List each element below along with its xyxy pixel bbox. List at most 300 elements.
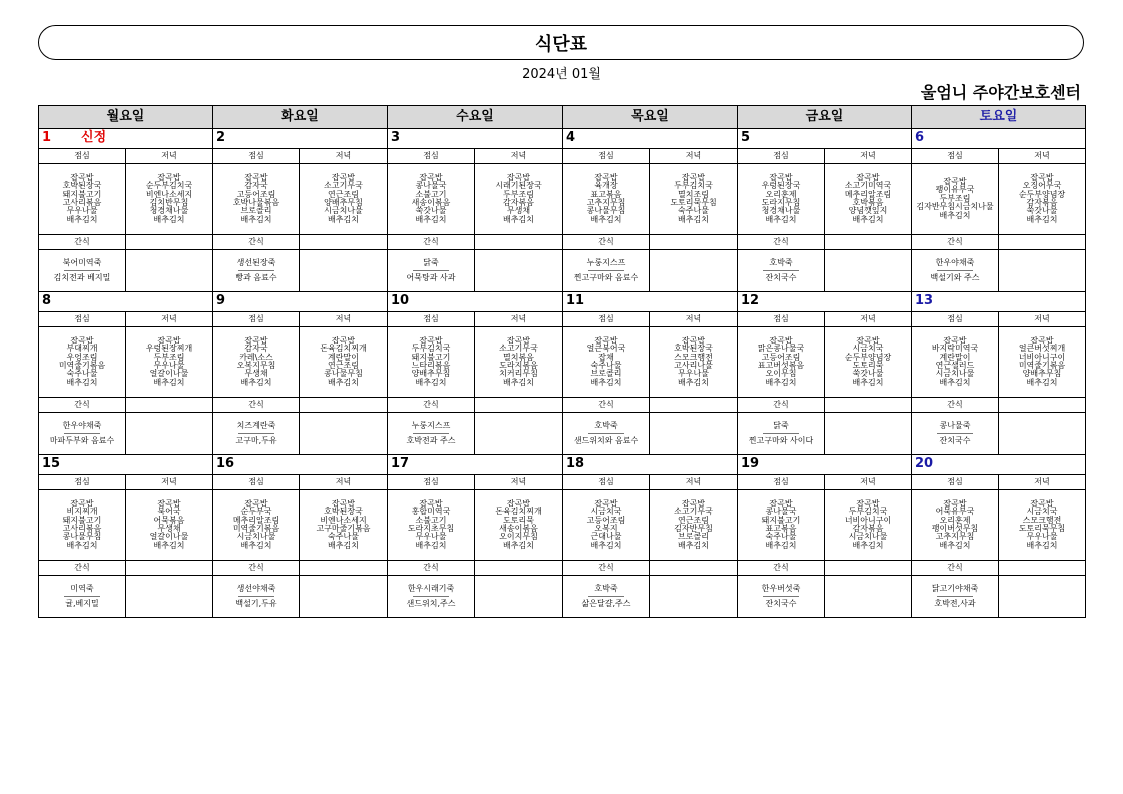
snack-items: [39, 250, 126, 292]
snack-divider: [413, 596, 449, 597]
menu-item: 감자볶음: [852, 524, 884, 533]
date-cell: [388, 129, 563, 149]
snack-item: 누룽지스프: [586, 257, 626, 267]
menu-item: 표고볶음: [765, 524, 797, 533]
dinner-menu: [475, 164, 563, 235]
dinner-label: 저녁: [999, 149, 1086, 164]
lunch-menu: [738, 490, 825, 561]
date-number: 19: [741, 456, 760, 472]
menu-item: 고구마줄기볶음: [316, 524, 371, 533]
date-number: 16: [216, 456, 235, 472]
snack-item: 샌드위치와 음료수: [573, 436, 639, 445]
menu-item: 돼지불고기: [411, 352, 451, 362]
snack-item: 생선된장죽: [236, 257, 276, 267]
menu-item: 배추김치: [678, 377, 709, 387]
snack-label: 간식: [39, 235, 126, 250]
dinner-label: 저녁: [825, 149, 912, 164]
menu-item: 잡곡밥: [157, 172, 181, 182]
menu-item: 호박나물볶음: [232, 198, 280, 207]
menu-item: 배추김치: [503, 214, 534, 224]
menu-item: 감자국: [244, 181, 268, 191]
menu-item: 스모크햄전: [674, 352, 713, 362]
snack-label: 간식: [912, 235, 999, 250]
menu-item: 김자반무침: [674, 524, 713, 533]
date-number: 20: [915, 456, 934, 472]
snack-empty: [825, 576, 912, 618]
dinner-label: 저녁: [300, 149, 388, 164]
menu-item: 시금치국: [852, 344, 884, 354]
menu-item: 배추김치: [590, 540, 622, 550]
menu-item: 잡곡밥: [331, 335, 356, 345]
menu-item: 돼지불고기: [62, 189, 102, 199]
snack-empty: [300, 250, 388, 292]
menu-item: 잡곡밥: [769, 335, 793, 345]
menu-item: 배추김치: [415, 377, 447, 387]
menu-item: 표고버섯볶음: [757, 361, 805, 370]
snack-label-empty: [126, 235, 213, 250]
dinner-menu: [475, 490, 563, 561]
menu-item: 잡곡밥: [419, 335, 443, 345]
dinner-menu: [300, 327, 388, 398]
lunch-label: 점심: [738, 312, 825, 327]
menu-item: 숙주나물: [328, 532, 359, 542]
snack-items: [39, 576, 126, 618]
date-cell: [388, 292, 563, 312]
snack-divider: [763, 270, 799, 271]
lunch-label: 점심: [388, 475, 475, 490]
menu-item: 고사리볶음: [62, 198, 102, 207]
menu-item: 시래기된장국: [495, 181, 542, 191]
lunch-menu: [563, 164, 650, 235]
menu-item: 표고볶음: [590, 189, 622, 199]
menu-item: 순두부김치국: [145, 181, 193, 191]
snack-label-empty: [999, 561, 1086, 576]
menu-item: 고등어조림: [586, 515, 626, 525]
lunch-label: 점심: [563, 312, 650, 327]
date-number: 10: [391, 293, 410, 309]
center-name: 울엄니 주야간보호센터: [920, 83, 1081, 102]
date-cell: [912, 292, 1086, 312]
date-number: 17: [391, 456, 410, 472]
snack-item: 백설기,두유: [235, 599, 277, 608]
dinner-menu: [300, 490, 388, 561]
menu-item: 배추김치: [153, 540, 185, 550]
menu-item: 돼지불고기: [761, 515, 801, 525]
snack-label: 간식: [388, 235, 475, 250]
snack-item: 호박죽: [594, 420, 618, 430]
menu-item: 브로콜리: [678, 532, 709, 542]
date-number: 15: [42, 456, 61, 472]
menu-item: 소고기무국: [499, 344, 538, 354]
menu-item: 배추김치: [939, 210, 971, 220]
menu-item: 도라지무침: [761, 198, 801, 207]
menu-item: 배추김치: [590, 377, 622, 387]
snack-item: 호박전과 주스: [406, 436, 456, 445]
dinner-menu: [999, 490, 1086, 561]
snack-divider: [588, 433, 624, 434]
menu-item: 쑥갓나물: [1026, 206, 1058, 216]
menu-item: 잡곡밥: [856, 335, 880, 345]
date-row: [39, 455, 1086, 475]
snack-item: 호박전,사과: [934, 599, 976, 608]
menu-item: 잡곡밥: [856, 498, 880, 508]
header-wednesday: 수요일: [388, 106, 563, 129]
menu-item: 콩나물무침: [586, 206, 626, 216]
menu-item: 배추김치: [765, 377, 797, 387]
menu-item: 배추김치: [328, 540, 359, 550]
menu-item: 잡곡밥: [856, 172, 880, 182]
menu-row: [39, 164, 1086, 235]
snack-label-empty: [999, 398, 1086, 413]
menu-item: 배추김치: [678, 214, 709, 224]
snack-item: 치즈계란죽: [236, 420, 276, 430]
snack-item: 호박죽: [769, 257, 793, 267]
snack-item: 빵과 음료수: [235, 273, 277, 282]
snack-empty: [300, 413, 388, 455]
lunch-label: 점심: [563, 149, 650, 164]
date-number: 5: [741, 130, 751, 146]
menu-item: 시금치나물: [324, 206, 363, 216]
snack-divider: [937, 596, 973, 597]
snack-item: 호박죽: [594, 583, 618, 593]
lunch-menu: [738, 164, 825, 235]
menu-item: 어묵유부국: [935, 507, 975, 517]
snack-label: 간식: [738, 398, 825, 413]
snack-items: [563, 576, 650, 618]
menu-item: 비엔나소세지: [145, 189, 193, 199]
dinner-label: 저녁: [300, 312, 388, 327]
date-cell: [213, 129, 388, 149]
snack-divider: [588, 596, 624, 597]
menu-item: 도라지볶음: [499, 361, 538, 370]
lunch-menu: [912, 490, 999, 561]
dinner-menu: [650, 164, 738, 235]
menu-item: 잡곡밥: [769, 172, 793, 182]
menu-item: 잡곡밥: [681, 172, 706, 182]
menu-item: 소고기무국: [324, 181, 363, 191]
snack-items: [912, 413, 999, 455]
date-cell: [213, 292, 388, 312]
dinner-menu: [126, 327, 213, 398]
menu-item: 어묵볶음: [153, 515, 185, 525]
menu-item: 브로콜리: [240, 206, 272, 216]
snack-empty: [650, 250, 738, 292]
menu-item: 숙주나물: [66, 369, 98, 379]
dinner-menu: [999, 164, 1086, 235]
menu-item: 배추김치: [328, 214, 359, 224]
snack-label: 간식: [388, 561, 475, 576]
menu-item: 잡곡밥: [70, 172, 94, 182]
menu-item: 잡곡밥: [244, 172, 268, 182]
menu-item: 무우나물: [415, 532, 447, 542]
lunch-label: 점심: [39, 149, 126, 164]
snack-item: 북어미역죽: [62, 257, 102, 267]
snack-empty: [650, 413, 738, 455]
dinner-label: 저녁: [475, 312, 563, 327]
date-number: 12: [741, 293, 760, 309]
menu-item: 무우나물: [678, 369, 709, 379]
menu-item: 연근조림: [328, 189, 359, 199]
menu-item: 배추김치: [153, 377, 185, 387]
snack-label: 간식: [213, 235, 300, 250]
snack-label-empty: [475, 398, 563, 413]
snack-item: 미역죽: [70, 583, 94, 593]
date-cell: [912, 455, 1086, 475]
snack-item: 한우버섯죽: [761, 583, 801, 593]
snack-item: 삶은달걀,주스: [581, 599, 631, 608]
lunch-menu: [563, 327, 650, 398]
date-cell: [563, 292, 738, 312]
menu-item: 잡곡밥: [943, 335, 967, 345]
date-cell: [39, 292, 213, 312]
menu-item: 오리훈제: [939, 515, 971, 525]
snack-item: 한우시래기죽: [407, 583, 455, 593]
dinner-label: 저녁: [475, 149, 563, 164]
dinner-label: 저녁: [650, 149, 738, 164]
menu-item: 숙주나물: [590, 361, 622, 370]
menu-item: 콩나물무침: [62, 532, 102, 542]
snack-label: 간식: [738, 561, 825, 576]
menu-item: 얼갈이나물: [149, 369, 189, 379]
menu-item: 오이무침: [765, 369, 797, 379]
date-row: [39, 129, 1086, 149]
meal-label-row: [39, 475, 1086, 490]
menu-item: 소고기무국: [674, 507, 713, 517]
dinner-label: 저녁: [126, 149, 213, 164]
menu-item: 쑥갓나물: [415, 206, 447, 216]
snack-item: 고구마,두유: [235, 436, 277, 445]
menu-item: 북어국: [157, 507, 181, 517]
menu-item: 오이지무침: [499, 532, 538, 542]
menu-item: 시금치나물: [848, 532, 888, 542]
snack-label: 간식: [388, 398, 475, 413]
menu-item: 고사리나물: [674, 361, 713, 370]
menu-item: 얼큰북어국: [586, 344, 626, 354]
snack-divider: [413, 433, 449, 434]
menu-item: 양배추무침: [1022, 369, 1062, 379]
lunch-label: 점심: [39, 312, 126, 327]
menu-item: 연근조림: [678, 515, 709, 525]
menu-item: 배추김치: [765, 540, 797, 550]
snack-empty: [650, 576, 738, 618]
snack-label-empty: [825, 398, 912, 413]
lunch-label: 점심: [912, 312, 999, 327]
menu-item: 팽이유부국: [935, 185, 975, 195]
lunch-menu: [388, 327, 475, 398]
dinner-label: 저녁: [650, 475, 738, 490]
date-number: 13: [915, 293, 934, 309]
menu-item: 배추김치: [852, 540, 884, 550]
menu-item: 미역줄기볶음: [1018, 361, 1066, 370]
title-banner: [38, 25, 1084, 60]
date-cell: [738, 455, 912, 475]
menu-item: 배추김치: [240, 540, 272, 550]
menu-item: 양배추무침: [411, 369, 451, 379]
header-friday: 금요일: [738, 106, 912, 129]
header-saturday: 토요일: [912, 106, 1086, 129]
snack-item: 샌드위치,주스: [406, 599, 456, 608]
snack-row: [39, 250, 1086, 292]
snack-divider: [937, 270, 973, 271]
menu-item: 너비아니구이: [844, 515, 892, 525]
dinner-menu: [999, 327, 1086, 398]
menu-item: 우엉조림: [66, 352, 98, 362]
menu-item: 맑은콩나물국: [757, 344, 805, 354]
snack-divider: [238, 433, 274, 434]
snack-label-empty: [650, 235, 738, 250]
menu-item: 팽이버섯무침: [931, 524, 979, 533]
lunch-menu: [912, 327, 999, 398]
snack-items: [738, 250, 825, 292]
menu-item: 오징어무국: [1022, 181, 1062, 191]
snack-label-empty: [300, 561, 388, 576]
snack-divider: [763, 596, 799, 597]
snack-item: 찐고구마와 사이다: [748, 436, 814, 445]
lunch-label: 점심: [738, 149, 825, 164]
date-number: 18: [566, 456, 585, 472]
menu-item: 두부조림: [939, 193, 971, 203]
menu-item: 카레\소스: [239, 352, 273, 362]
menu-item: 잡곡밥: [943, 498, 967, 508]
menu-item: 우렁된장국: [761, 181, 801, 191]
snack-empty: [475, 576, 563, 618]
lunch-label: 점심: [912, 475, 999, 490]
snack-label: 간식: [213, 561, 300, 576]
menu-item: 메추리알조림: [232, 515, 280, 525]
lunch-menu: [563, 490, 650, 561]
snack-items: [912, 576, 999, 618]
lunch-menu: [39, 490, 126, 561]
menu-item: 배추김치: [590, 214, 622, 224]
snack-items: [912, 250, 999, 292]
snack-label: 간식: [912, 561, 999, 576]
date-number: 3: [391, 130, 401, 146]
snack-label-empty: [475, 561, 563, 576]
dinner-label: 저녁: [825, 312, 912, 327]
date-cell: [388, 455, 563, 475]
snack-label: 간식: [563, 561, 650, 576]
menu-item: 숙주나물: [678, 206, 709, 216]
menu-item: 소불고기: [415, 515, 447, 525]
lunch-label: 점심: [388, 149, 475, 164]
snack-label-empty: [650, 561, 738, 576]
snack-items: [213, 413, 300, 455]
menu-item: 잡곡밥: [506, 335, 531, 345]
header-monday: 월요일: [39, 106, 213, 129]
menu-item: 오리훈제: [765, 189, 797, 199]
dinner-label: 저녁: [475, 475, 563, 490]
snack-label-empty: [999, 235, 1086, 250]
menu-item: 비엔나소세지: [320, 515, 367, 525]
dinner-menu: [475, 327, 563, 398]
menu-item: 잡곡밥: [943, 176, 967, 186]
menu-item: 김치반무침: [149, 198, 189, 207]
menu-item: 배추김치: [328, 377, 359, 387]
snack-empty: [475, 250, 563, 292]
date-number: 4: [566, 130, 576, 146]
snack-label-empty: [126, 398, 213, 413]
lunch-menu: [388, 490, 475, 561]
menu-item: 소고기미역국: [844, 181, 892, 191]
snack-row: [39, 576, 1086, 618]
menu-item: 잡곡밥: [331, 498, 356, 508]
menu-item: 새송이볶음: [411, 198, 451, 207]
menu-item: 잡곡밥: [594, 172, 618, 182]
snack-label-row: [39, 235, 1086, 250]
snack-label: 간식: [39, 561, 126, 576]
dinner-label: 저녁: [126, 312, 213, 327]
menu-item: 배추김치: [1026, 214, 1058, 224]
menu-item: 잡곡밥: [331, 172, 356, 182]
lunch-menu: [39, 327, 126, 398]
menu-item: 고등어조림: [236, 189, 276, 199]
menu-item: 두부김치국: [674, 181, 713, 191]
snack-item: 김치전과 베지밀: [53, 273, 111, 282]
menu-item: 무생채: [244, 369, 268, 379]
menu-row: [39, 490, 1086, 561]
lunch-menu: [738, 327, 825, 398]
meal-label-row: [39, 312, 1086, 327]
snack-label-empty: [126, 561, 213, 576]
menu-item: 얼큰버섯찌개: [1018, 344, 1066, 354]
menu-item: 잡곡밥: [506, 498, 531, 508]
menu-item: 비지찌개: [66, 507, 98, 517]
snack-empty: [475, 413, 563, 455]
menu-item: 무우나물: [1026, 532, 1058, 542]
snack-item: 백설기와 주스: [930, 273, 980, 282]
menu-item: 멸치조림: [678, 189, 709, 199]
snack-empty: [825, 413, 912, 455]
lunch-label: 점심: [912, 149, 999, 164]
menu-item: 오복지: [594, 524, 618, 533]
lunch-menu: [388, 164, 475, 235]
snack-divider: [238, 270, 274, 271]
menu-item: 배추김치: [503, 540, 534, 550]
menu-item: 잡곡밥: [594, 498, 618, 508]
lunch-label: 점심: [738, 475, 825, 490]
lunch-label: 점심: [213, 149, 300, 164]
menu-item: 두부조림: [153, 352, 185, 362]
menu-item: 잡곡밥: [681, 498, 706, 508]
date-number: 9: [216, 293, 226, 309]
lunch-label: 점심: [213, 475, 300, 490]
dinner-menu: [650, 490, 738, 561]
menu-item: 고추지무침: [935, 532, 975, 542]
snack-items: [563, 250, 650, 292]
date-number: 1: [42, 130, 52, 146]
menu-item: 감자볶음: [503, 198, 534, 207]
snack-item: 잔치국수: [765, 599, 797, 608]
snack-empty: [126, 250, 213, 292]
menu-item: 잡곡밥: [681, 335, 706, 345]
snack-item: 잔치국수: [765, 273, 797, 282]
snack-items: [388, 413, 475, 455]
menu-item: 콩나물무침: [324, 369, 363, 379]
snack-items: [388, 576, 475, 618]
menu-item: 두부김치국: [411, 344, 451, 354]
menu-item: 숙주나물: [765, 532, 797, 542]
menu-item: 잡곡밥: [506, 172, 531, 182]
menu-item: 도토리묵: [852, 361, 884, 370]
menu-item: 잡곡밥: [70, 498, 94, 508]
menu-item: 새송이볶음: [499, 524, 538, 533]
snack-empty: [126, 413, 213, 455]
snack-item: 한우야채죽: [62, 420, 102, 430]
date-cell: [563, 129, 738, 149]
snack-divider: [238, 596, 274, 597]
snack-item: 닭죽: [423, 257, 439, 267]
menu-calendar: [38, 105, 1086, 618]
